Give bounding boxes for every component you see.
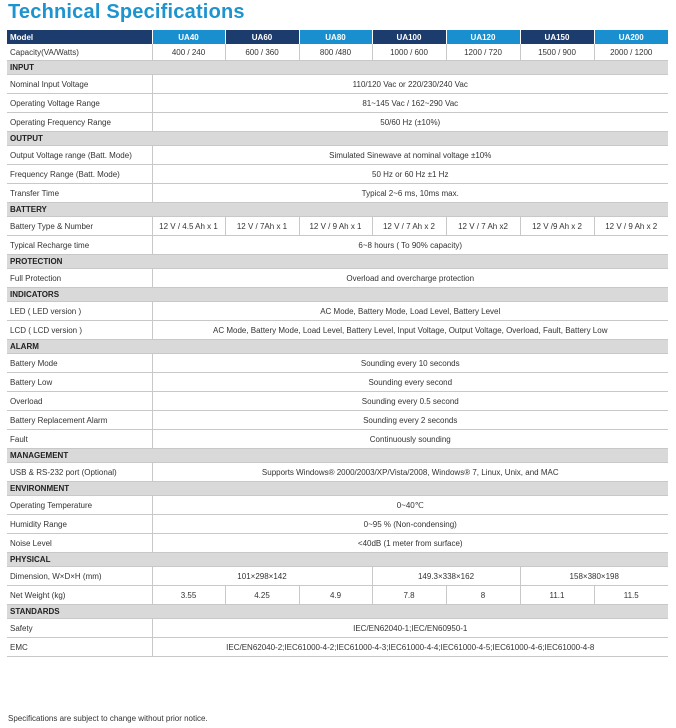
section-standards: [7, 605, 668, 619]
spec-row: [7, 113, 668, 132]
spec-label: Nominal Input Voltage: [7, 75, 152, 94]
spec-value: Simulated Sinewave at nominal voltage ±10%: [152, 146, 668, 165]
weight-row: [7, 586, 668, 605]
spec-row: [7, 463, 668, 482]
spec-row: [7, 534, 668, 553]
spec-row: [7, 430, 668, 449]
section-indicators: [7, 288, 668, 302]
footer-note: Specifications are subject to change without prior notice.: [8, 714, 208, 723]
spec-label: Operating Voltage Range: [7, 94, 152, 113]
section-title: PHYSICAL: [7, 553, 668, 567]
battery-type-value: 12 V / 4.5 Ah x 1: [152, 217, 225, 236]
spec-value: Supports Windows® 2000/2003/XP/Vista/2008, Windows® 7, Linux, Unix, and MAC: [152, 463, 668, 482]
dimension-row: [7, 567, 668, 586]
spec-row: [7, 184, 668, 203]
spec-row: [7, 496, 668, 515]
section-alarm: [7, 340, 668, 354]
capacity-label: Capacity(VA/Watts): [7, 44, 152, 61]
dimension-value: 101×298×142: [152, 567, 372, 586]
battery-type-value: 12 V / 9 Ah x 2: [594, 217, 668, 236]
spec-value: 6~8 hours ( To 90% capacity): [152, 236, 668, 255]
capacity-value: 1500 / 900: [520, 44, 594, 61]
weight-value: 8: [446, 586, 520, 605]
page-title: Technical Specifications: [8, 1, 245, 23]
spec-label: Overload: [7, 392, 152, 411]
spec-label: Operating Frequency Range: [7, 113, 152, 132]
spec-value: Sounding every 10 seconds: [152, 354, 668, 373]
spec-value: Overload and overcharge protection: [152, 269, 668, 288]
spec-value: Sounding every 2 seconds: [152, 411, 668, 430]
spec-label: Operating Temperature: [7, 496, 152, 515]
spec-row: [7, 75, 668, 94]
spec-value: 0~95 % (Non-condensing): [152, 515, 668, 534]
section-physical: [7, 553, 668, 567]
spec-value: 81~145 Vac / 162~290 Vac: [152, 94, 668, 113]
spec-row: [7, 373, 668, 392]
model-ua150: UA150: [520, 30, 594, 44]
battery-type-value: 12 V / 9 Ah x 1: [299, 217, 372, 236]
capacity-value: 1200 / 720: [446, 44, 520, 61]
spec-row: [7, 236, 668, 255]
spec-value: <40dB (1 meter from surface): [152, 534, 668, 553]
spec-value: AC Mode, Battery Mode, Load Level, Battery Level: [152, 302, 668, 321]
spec-label: EMC: [7, 638, 152, 657]
spec-label: Battery Type & Number: [7, 217, 152, 236]
spec-row: [7, 321, 668, 340]
spec-row: [7, 165, 668, 184]
spec-label: Battery Low: [7, 373, 152, 392]
battery-type-value: 12 V / 7Ah x 1: [225, 217, 299, 236]
capacity-row: [7, 44, 668, 61]
spec-value: Typical 2~6 ms, 10ms max.: [152, 184, 668, 203]
model-header: Model: [7, 30, 152, 44]
section-battery: [7, 203, 668, 217]
spec-label: Net Weight (kg): [7, 586, 152, 605]
section-environment: [7, 482, 668, 496]
spec-label: Transfer Time: [7, 184, 152, 203]
capacity-value: 800 /480: [299, 44, 372, 61]
section-title: PROTECTION: [7, 255, 668, 269]
capacity-value: 400 / 240: [152, 44, 225, 61]
spec-value: IEC/EN62040-1;IEC/EN60950-1: [152, 619, 668, 638]
spec-value: 0~40℃: [152, 496, 668, 515]
spec-label: LCD ( LCD version ): [7, 321, 152, 340]
spec-row: [7, 515, 668, 534]
spec-row: [7, 94, 668, 113]
spec-label: Dimension, W×D×H (mm): [7, 567, 152, 586]
model-ua120: UA120: [446, 30, 520, 44]
section-management: [7, 449, 668, 463]
weight-value: 3.55: [152, 586, 225, 605]
spec-label: Battery Mode: [7, 354, 152, 373]
section-title: BATTERY: [7, 203, 668, 217]
capacity-value: 1000 / 600: [372, 44, 446, 61]
weight-value: 11.5: [594, 586, 668, 605]
battery-type-value: 12 V /9 Ah x 2: [520, 217, 594, 236]
spec-table: [7, 30, 668, 657]
spec-label: Full Protection: [7, 269, 152, 288]
spec-label: Typical Recharge time: [7, 236, 152, 255]
section-title: INPUT: [7, 61, 668, 75]
model-ua60: UA60: [225, 30, 299, 44]
spec-value: AC Mode, Battery Mode, Load Level, Battery Level, Input Voltage, Output Voltage, Overload, Fault, Battery Low: [152, 321, 668, 340]
section-title: STANDARDS: [7, 605, 668, 619]
header-row: [7, 30, 668, 44]
weight-value: 11.1: [520, 586, 594, 605]
spec-row: [7, 146, 668, 165]
weight-value: 7.8: [372, 586, 446, 605]
section-protection: [7, 255, 668, 269]
spec-value: 50 Hz or 60 Hz ±1 Hz: [152, 165, 668, 184]
section-title: ALARM: [7, 340, 668, 354]
spec-value: 50/60 Hz (±10%): [152, 113, 668, 132]
capacity-value: 2000 / 1200: [594, 44, 668, 61]
spec-label: Battery Replacement Alarm: [7, 411, 152, 430]
model-ua100: UA100: [372, 30, 446, 44]
spec-label: Output Voltage range (Batt. Mode): [7, 146, 152, 165]
model-ua200: UA200: [594, 30, 668, 44]
section-title: INDICATORS: [7, 288, 668, 302]
section-input: [7, 61, 668, 75]
battery-type-row: [7, 217, 668, 236]
spec-value: Sounding every second: [152, 373, 668, 392]
spec-row: [7, 619, 668, 638]
spec-row: [7, 392, 668, 411]
model-ua80: UA80: [299, 30, 372, 44]
battery-type-value: 12 V / 7 Ah x 2: [372, 217, 446, 236]
spec-row: [7, 354, 668, 373]
spec-row: [7, 302, 668, 321]
section-title: OUTPUT: [7, 132, 668, 146]
spec-label: LED ( LED version ): [7, 302, 152, 321]
spec-label: Noise Level: [7, 534, 152, 553]
section-title: MANAGEMENT: [7, 449, 668, 463]
section-output: [7, 132, 668, 146]
spec-label: USB & RS-232 port (Optional): [7, 463, 152, 482]
section-title: ENVIRONMENT: [7, 482, 668, 496]
capacity-value: 600 / 360: [225, 44, 299, 61]
spec-row: [7, 269, 668, 288]
spec-row: [7, 411, 668, 430]
spec-row: [7, 638, 668, 657]
spec-label: Fault: [7, 430, 152, 449]
spec-label: Frequency Range (Batt. Mode): [7, 165, 152, 184]
spec-value: IEC/EN62040-2;IEC61000-4-2;IEC61000-4-3;IEC61000-4-4;IEC61000-4-5;IEC61000-4-6;IEC61000-4-8: [152, 638, 668, 657]
weight-value: 4.25: [225, 586, 299, 605]
spec-label: Safety: [7, 619, 152, 638]
spec-label: Humidity Range: [7, 515, 152, 534]
battery-type-value: 12 V / 7 Ah x2: [446, 217, 520, 236]
model-ua40: UA40: [152, 30, 225, 44]
dimension-value: 158×380×198: [520, 567, 668, 586]
weight-value: 4.9: [299, 586, 372, 605]
spec-value: Sounding every 0.5 second: [152, 392, 668, 411]
spec-value: 110/120 Vac or 220/230/240 Vac: [152, 75, 668, 94]
spec-value: Continuously sounding: [152, 430, 668, 449]
dimension-value: 149.3×338×162: [372, 567, 520, 586]
